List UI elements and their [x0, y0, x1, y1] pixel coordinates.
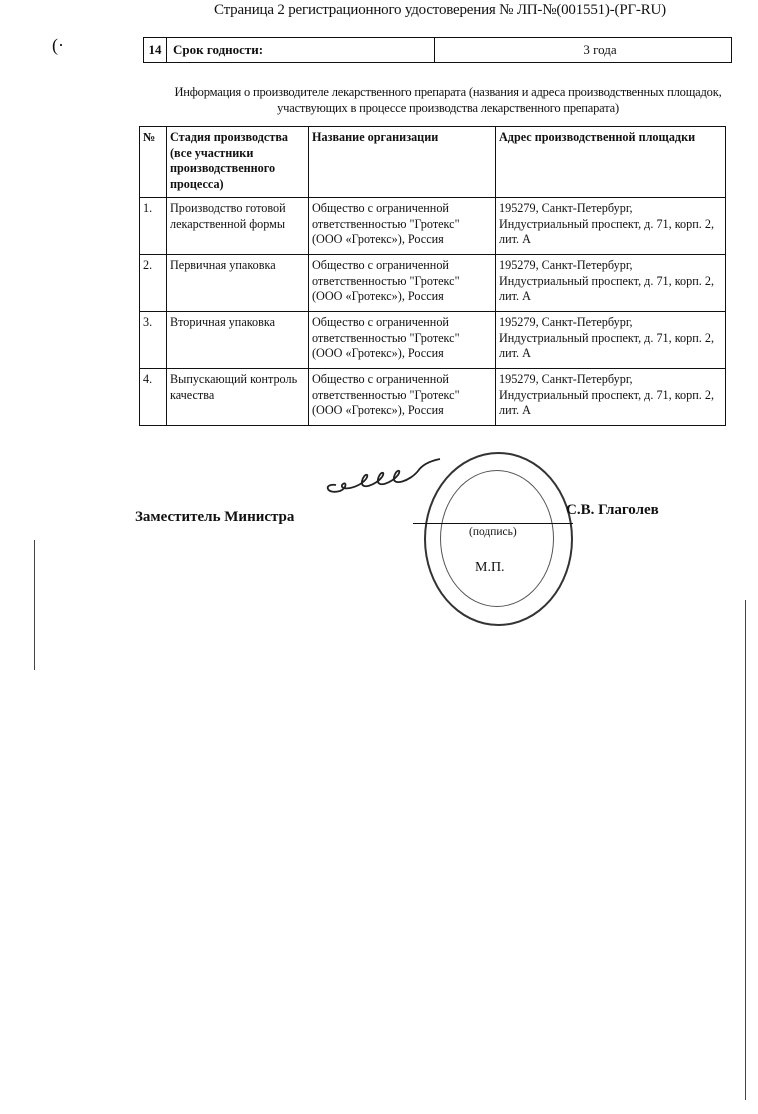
page-title: Страница 2 регистрационного удостоверения № ЛП-№(001551)-(РГ-RU)	[214, 2, 666, 18]
table-row	[140, 255, 726, 312]
header-stage: Стадия производства (все участники производственного процесса)	[167, 127, 309, 198]
header-num: №	[140, 127, 167, 198]
row-organization: Общество с ограниченной ответственностью "Гротекс" (ООО «Гротекс»), Россия	[309, 369, 496, 426]
table-row	[140, 369, 726, 426]
handwritten-signature-icon	[318, 455, 448, 505]
scan-edge-right	[745, 600, 746, 1100]
table-header-row	[140, 127, 726, 198]
signature-line	[413, 523, 573, 524]
table-row	[140, 198, 726, 255]
margin-mark: (·	[52, 35, 64, 55]
shelf-life-label: Срок годности:	[167, 38, 435, 63]
shelf-life-number: 14	[144, 38, 167, 63]
row-stage: Производство готовой лекарственной формы	[167, 198, 309, 255]
row-num: 2.	[140, 255, 167, 312]
signature-caption: (подпись)	[469, 526, 517, 538]
manufacturers-table	[139, 126, 726, 426]
seal-caption: М.П.	[475, 560, 505, 575]
header-address: Адрес производственной площадки	[496, 127, 726, 198]
row-num: 3.	[140, 312, 167, 369]
row-stage: Первичная упаковка	[167, 255, 309, 312]
scan-edge-left	[34, 540, 35, 670]
row-address: 195279, Санкт-Петербург, Индустриальный проспект, д. 71, корп. 2, лит. А	[496, 369, 726, 426]
intro-line-2: участвующих в процессе производства лекарственного препарата)	[277, 101, 619, 115]
shelf-life-value: 3 года	[435, 38, 732, 63]
table-row	[144, 38, 732, 63]
row-num: 4.	[140, 369, 167, 426]
row-address: 195279, Санкт-Петербург, Индустриальный проспект, д. 71, корп. 2, лит. А	[496, 312, 726, 369]
seal-inner-ring	[440, 470, 554, 607]
row-organization: Общество с ограниченной ответственностью "Гротекс" (ООО «Гротекс»), Россия	[309, 312, 496, 369]
row-stage: Выпускающий контроль качества	[167, 369, 309, 426]
header-organization: Название организации	[309, 127, 496, 198]
row-num: 1.	[140, 198, 167, 255]
row-address: 195279, Санкт-Петербург, Индустриальный проспект, д. 71, корп. 2, лит. А	[496, 255, 726, 312]
intro-line-1: Информация о производителе лекарственного препарата (названия и адреса производственных площадок,	[174, 85, 722, 99]
signatory-position: Заместитель Министра	[135, 509, 295, 525]
row-organization: Общество с ограниченной ответственностью "Гротекс" (ООО «Гротекс»), Россия	[309, 255, 496, 312]
row-organization: Общество с ограниченной ответственностью "Гротекс" (ООО «Гротекс»), Россия	[309, 198, 496, 255]
shelf-life-table	[143, 37, 732, 63]
row-address: 195279, Санкт-Петербург, Индустриальный проспект, д. 71, корп. 2, лит. А	[496, 198, 726, 255]
row-stage: Вторичная упаковка	[167, 312, 309, 369]
table-row	[140, 312, 726, 369]
manufacturer-intro	[148, 84, 748, 116]
signatory-name: С.В. Глаголев	[566, 502, 659, 518]
